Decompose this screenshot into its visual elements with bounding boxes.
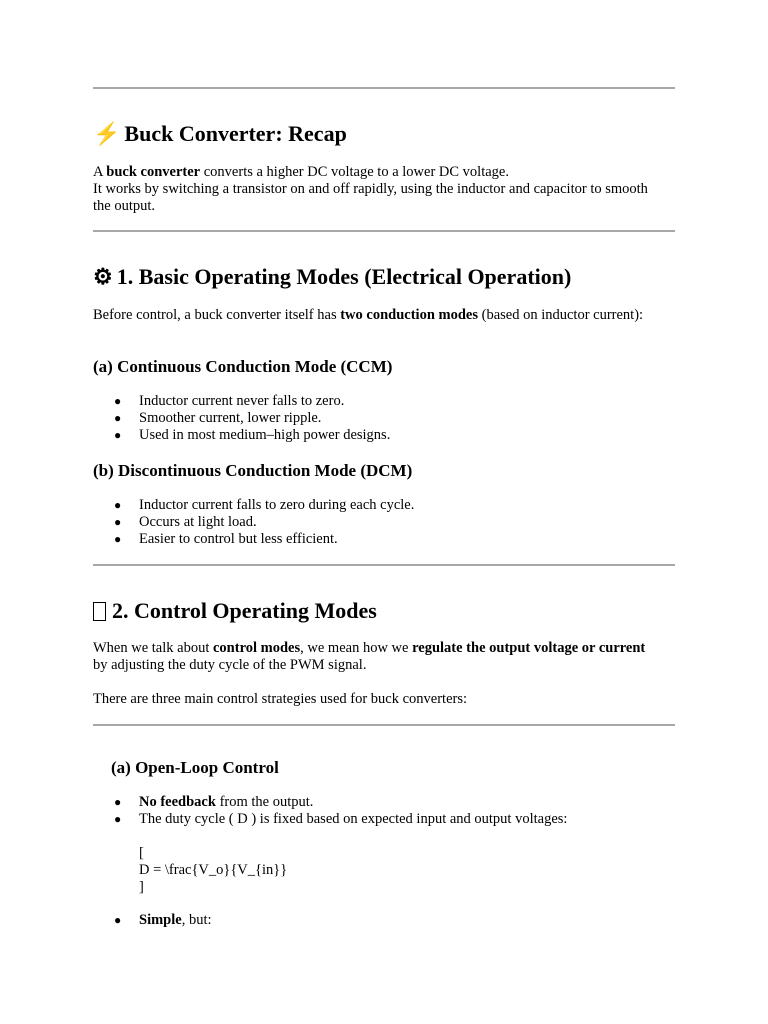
section1-title: 1. Basic Operating Modes (Electrical Operation) [116, 264, 572, 289]
text: by adjusting the duty cycle of the PWM signal. [93, 657, 367, 673]
bullet-icon: ● [114, 913, 122, 927]
missing-glyph-icon [93, 602, 106, 621]
section1-intro [93, 307, 653, 324]
list-item [93, 497, 675, 514]
list-item-text: Easier to control but less efficient. [139, 531, 338, 547]
divider [93, 724, 675, 726]
list-item-text: Occurs at light load. [139, 514, 257, 530]
list-item [93, 410, 675, 427]
list-item-text: Smoother current, lower ripple. [139, 410, 322, 426]
bullet-icon: ● [114, 411, 122, 425]
bullet-icon: ● [114, 795, 122, 809]
text: (based on inductor current): [477, 307, 644, 323]
list-item [93, 393, 675, 410]
text: converts a higher DC voltage to a lower DC voltage. [200, 164, 509, 180]
section1-heading [93, 264, 571, 290]
text: When we talk about [93, 640, 213, 656]
section2-title: 2. Control Operating Modes [112, 598, 377, 623]
dcm-heading: (b) Discontinuous Conduction Mode (DCM) [93, 461, 413, 480]
text: A [93, 164, 107, 180]
bold-text: regulate the output voltage or current [412, 640, 646, 656]
bullet-icon: ● [114, 515, 122, 529]
list-item [93, 912, 675, 929]
text: , we mean how we [300, 640, 413, 656]
divider [93, 87, 675, 89]
list-item [93, 427, 675, 444]
bold-text: Simple [139, 912, 182, 928]
list-item [93, 531, 675, 548]
recap-title: Buck Converter: Recap [124, 121, 347, 146]
bold-text: buck converter [106, 164, 201, 180]
list-item [93, 514, 675, 531]
list-item-text: , but: [181, 912, 212, 928]
bold-text: No feedback [139, 794, 216, 810]
lightning-icon: ⚡ [93, 121, 121, 146]
divider [93, 564, 675, 566]
formula-text: D = \frac{V_o}{V_{in}} [139, 862, 288, 878]
list-item-text: Inductor current never falls to zero. [139, 393, 345, 409]
bullet-icon: ● [114, 428, 122, 442]
divider [93, 230, 675, 232]
dcm-list [93, 497, 675, 548]
ccm-list [93, 393, 675, 444]
openloop-heading: (a) Open-Loop Control [111, 758, 279, 777]
list-item [93, 811, 675, 828]
section2-paragraph [93, 640, 653, 674]
formula-close-bracket: ] [139, 879, 144, 895]
formula-open-bracket: [ [139, 845, 144, 861]
bullet-icon: ● [114, 532, 122, 546]
bold-text: two conduction modes [340, 307, 478, 323]
bold-text: control modes [213, 640, 301, 656]
bullet-icon: ● [114, 812, 122, 826]
recap-paragraph [93, 164, 653, 215]
list-item-text: Inductor current falls to zero during each cycle. [139, 497, 415, 513]
openloop-list [93, 794, 675, 828]
bullet-icon: ● [114, 394, 122, 408]
list-item-text: Used in most medium–high power designs. [139, 427, 391, 443]
list-item [93, 794, 675, 811]
bullet-icon: ● [114, 498, 122, 512]
formula-block [139, 845, 287, 896]
text: It works by switching a transistor on and off rapidly, using the inductor and capacitor to smooth the output. [93, 181, 648, 214]
section2-heading [93, 598, 377, 624]
list-item-text: The duty cycle ( D ) is fixed based on expected input and output voltages: [139, 811, 568, 827]
gear-icon: ⚙ [93, 264, 113, 289]
list-item-text: from the output. [215, 794, 314, 810]
section2-strategies-text: There are three main control strategies used for buck converters: [93, 691, 468, 707]
recap-heading [93, 121, 347, 147]
ccm-heading: (a) Continuous Conduction Mode (CCM) [93, 357, 393, 376]
openloop-list-continued [93, 912, 675, 929]
text: Before control, a buck converter itself has [93, 307, 341, 323]
